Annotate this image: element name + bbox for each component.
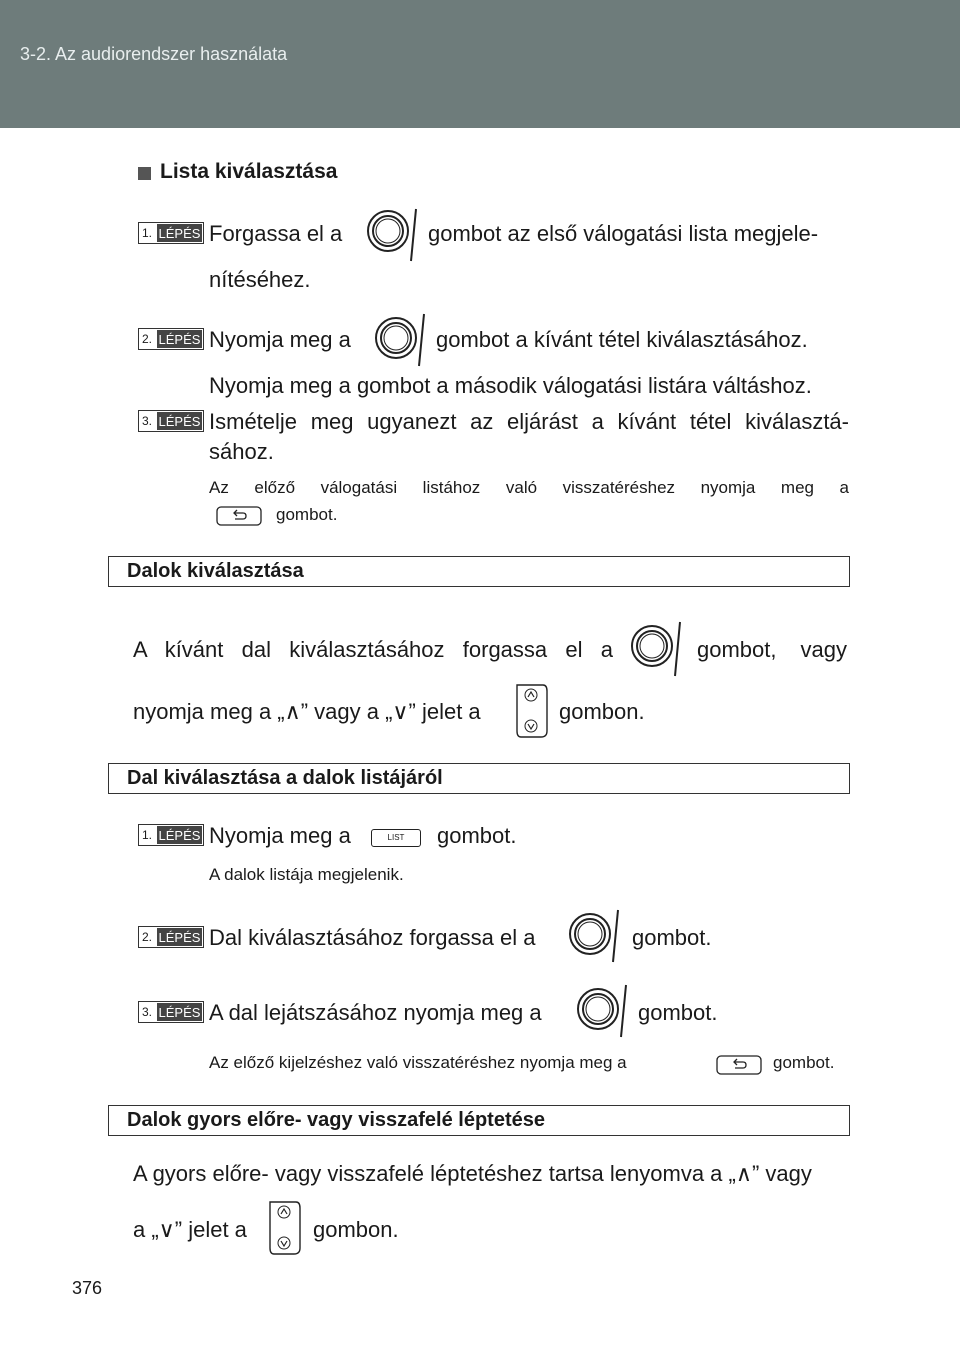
seek-text-a: A gyors előre- vagy visszafelé léptetéshez tartsa lenyomva a „∧” vagy: [133, 1161, 812, 1186]
songlist-step1-a: Nyomja meg a: [209, 823, 351, 848]
section-title-list: Lista kiválasztása: [160, 160, 338, 183]
songlist-step2-b: gombot.: [632, 925, 712, 950]
seek-button-icon: [266, 1200, 302, 1256]
list-button-icon: LIST: [371, 829, 421, 847]
songlist-note1: A dalok listája megjelenik.: [209, 865, 404, 884]
tune-knob-icon: [372, 310, 430, 368]
breadcrumb: 3-2. Az audiorendszer használata: [20, 44, 288, 64]
songs-text-a: A kívánt dal kiválasztásához forgassa el a: [133, 637, 613, 662]
tune-knob-icon: [364, 205, 422, 263]
section-header-seek: Dalok gyors előre- vagy visszafelé léptetése: [108, 1105, 850, 1136]
songs-text-b: gombot, vagy: [697, 637, 847, 662]
step-badge-3: 3. LÉPÉS: [138, 410, 204, 432]
step1-text-a: Forgassa el a: [209, 221, 343, 246]
note-back-line1: Az előző válogatási listához való visszatéréshez nyomja meg a: [209, 478, 849, 497]
step-badge-3: 3. LÉPÉS: [138, 1001, 204, 1023]
back-button-icon: [216, 506, 262, 526]
songlist-note2-a: Az előző kijelzéshez való visszatéréshez nyomja meg a: [209, 1053, 627, 1072]
songlist-step1-b: gombot.: [437, 823, 517, 848]
header-bar: [0, 0, 960, 128]
step1-text-b: gombot az első válogatási lista megjele-: [428, 221, 819, 246]
tune-knob-icon: [566, 906, 624, 964]
songlist-step2-a: Dal kiválasztásához forgassa el a: [209, 925, 536, 950]
step3-text-a: Ismételje meg ugyanezt az eljárást a kívánt tétel kiválasztá-: [209, 409, 849, 434]
section-header-songs: Dalok kiválasztása: [108, 556, 850, 587]
songlist-step3-b: gombot.: [638, 1000, 718, 1025]
section-header-songlist: Dal kiválasztása a dalok listájáról: [108, 763, 850, 794]
back-button-icon: [716, 1055, 762, 1075]
songs-text-d: gombon.: [559, 699, 645, 724]
step-badge-1: 1. LÉPÉS: [138, 824, 204, 846]
note-back-line2: gombot.: [276, 505, 338, 524]
step1-text-c: nítéséhez.: [209, 267, 311, 292]
songlist-step3-a: A dal lejátszásához nyomja meg a: [209, 1000, 542, 1025]
bullet-square-icon: [138, 167, 151, 180]
step2-text-b: gombot a kívánt tétel kiválasztásához.: [436, 327, 808, 352]
seek-text-c: gombon.: [313, 1217, 399, 1242]
tune-knob-icon: [628, 620, 686, 678]
page-number: 376: [72, 1278, 103, 1298]
seek-button-icon: [513, 683, 549, 739]
seek-text-b: a „∨” jelet a: [133, 1217, 247, 1242]
step-badge-2: 2. LÉPÉS: [138, 926, 204, 948]
tune-knob-icon: [574, 981, 632, 1039]
step2-text-a: Nyomja meg a: [209, 327, 351, 352]
step2-text-c: Nyomja meg a gombot a második válogatási listára váltáshoz.: [209, 373, 812, 398]
songlist-note2-b: gombot.: [773, 1053, 835, 1072]
step-badge-2: 2. LÉPÉS: [138, 328, 204, 350]
step3-text-b: sához.: [209, 439, 274, 464]
step-badge-1: 1. LÉPÉS: [138, 222, 204, 244]
songs-text-c: nyomja meg a „∧” vagy a „∨” jelet a: [133, 699, 481, 724]
